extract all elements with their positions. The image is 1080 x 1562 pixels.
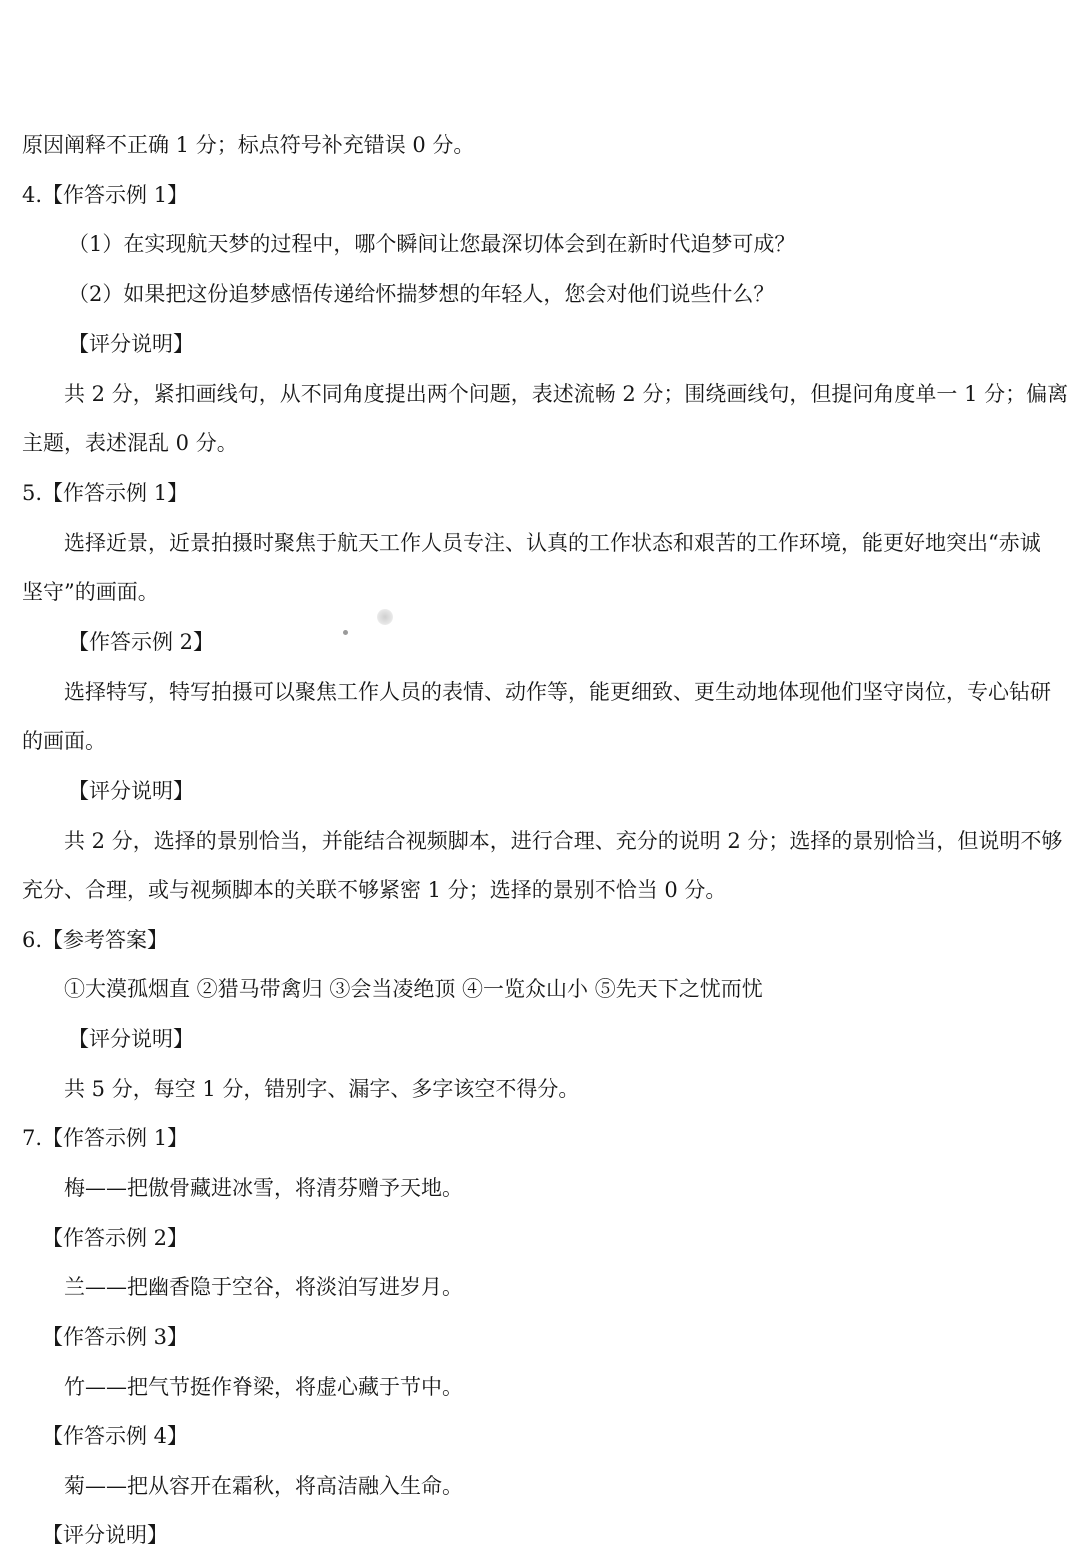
text-line: 选择特写，特写拍摄可以聚焦工作人员的表情、动作等，能更细致、更生动地体现他们坚守岗位，专心钻研 (64, 680, 1051, 704)
text-line: 主题，表述混乱 0 分。 (22, 431, 238, 455)
example-heading: 【作答示例 4】 (42, 1424, 189, 1448)
text-line: （1）在实现航天梦的过程中，哪个瞬间让您最深切体会到在新时代追梦可成？ (68, 232, 796, 256)
question-4-heading: 4.【作答示例 1】 (22, 183, 189, 207)
example-heading: 【作答示例 3】 (42, 1325, 189, 1349)
text-line: ①大漠孤烟直 ②猎马带禽归 ③会当凌绝顶 ④一览众山小 ⑤先天下之忧而忧 (64, 977, 763, 1001)
text-line: 原因阐释不正确 1 分；标点符号补充错误 0 分。 (22, 133, 475, 157)
text-line: 兰——把幽香隐于空谷，将淡泊写进岁月。 (64, 1275, 463, 1299)
example-heading: 【作答示例 2】 (68, 630, 215, 654)
text-line: 菊——把从容开在霜秋，将高洁融入生命。 (64, 1474, 463, 1498)
text-line: 共 5 分，每空 1 分，错别字、漏字、多字该空不得分。 (64, 1077, 580, 1101)
question-6-heading: 6.【参考答案】 (22, 928, 169, 952)
question-5-heading: 5.【作答示例 1】 (22, 481, 189, 505)
text-line: 竹——把气节挺作脊梁，将虚心藏于节中。 (64, 1375, 463, 1399)
question-7-heading: 7.【作答示例 1】 (22, 1126, 189, 1150)
scoring-heading: 【评分说明】 (68, 332, 194, 356)
scoring-heading: 【评分说明】 (68, 1027, 194, 1051)
text-line: 坚守”的画面。 (22, 580, 159, 604)
scoring-heading: 【评分说明】 (42, 1523, 168, 1547)
scan-dot (343, 630, 348, 635)
text-line: 的画面。 (22, 729, 106, 753)
text-line: 共 2 分，紧扣画线句，从不同角度提出两个问题，表述流畅 2 分；围绕画线句，但提问角度单一 1 分；偏离 (64, 382, 1069, 406)
text-line: 充分、合理，或与视频脚本的关联不够紧密 1 分；选择的景别不恰当 0 分。 (22, 878, 727, 902)
example-heading: 【作答示例 2】 (42, 1226, 189, 1250)
text-line: 共 2 分，选择的景别恰当，并能结合视频脚本，进行合理、充分的说明 2 分；选择的景别恰当，但说明不够 (64, 829, 1063, 853)
text-line: 选择近景，近景拍摄时聚焦于航天工作人员专注、认真的工作状态和艰苦的工作环境，能更好地突出“赤诚 (64, 531, 1041, 555)
scoring-heading: 【评分说明】 (68, 779, 194, 803)
text-line: 梅——把傲骨藏进冰雪，将清芬赠予天地。 (64, 1176, 463, 1200)
scan-smudge (377, 609, 393, 625)
text-line: （2）如果把这份追梦感悟传递给怀揣梦想的年轻人，您会对他们说些什么？ (68, 282, 775, 306)
